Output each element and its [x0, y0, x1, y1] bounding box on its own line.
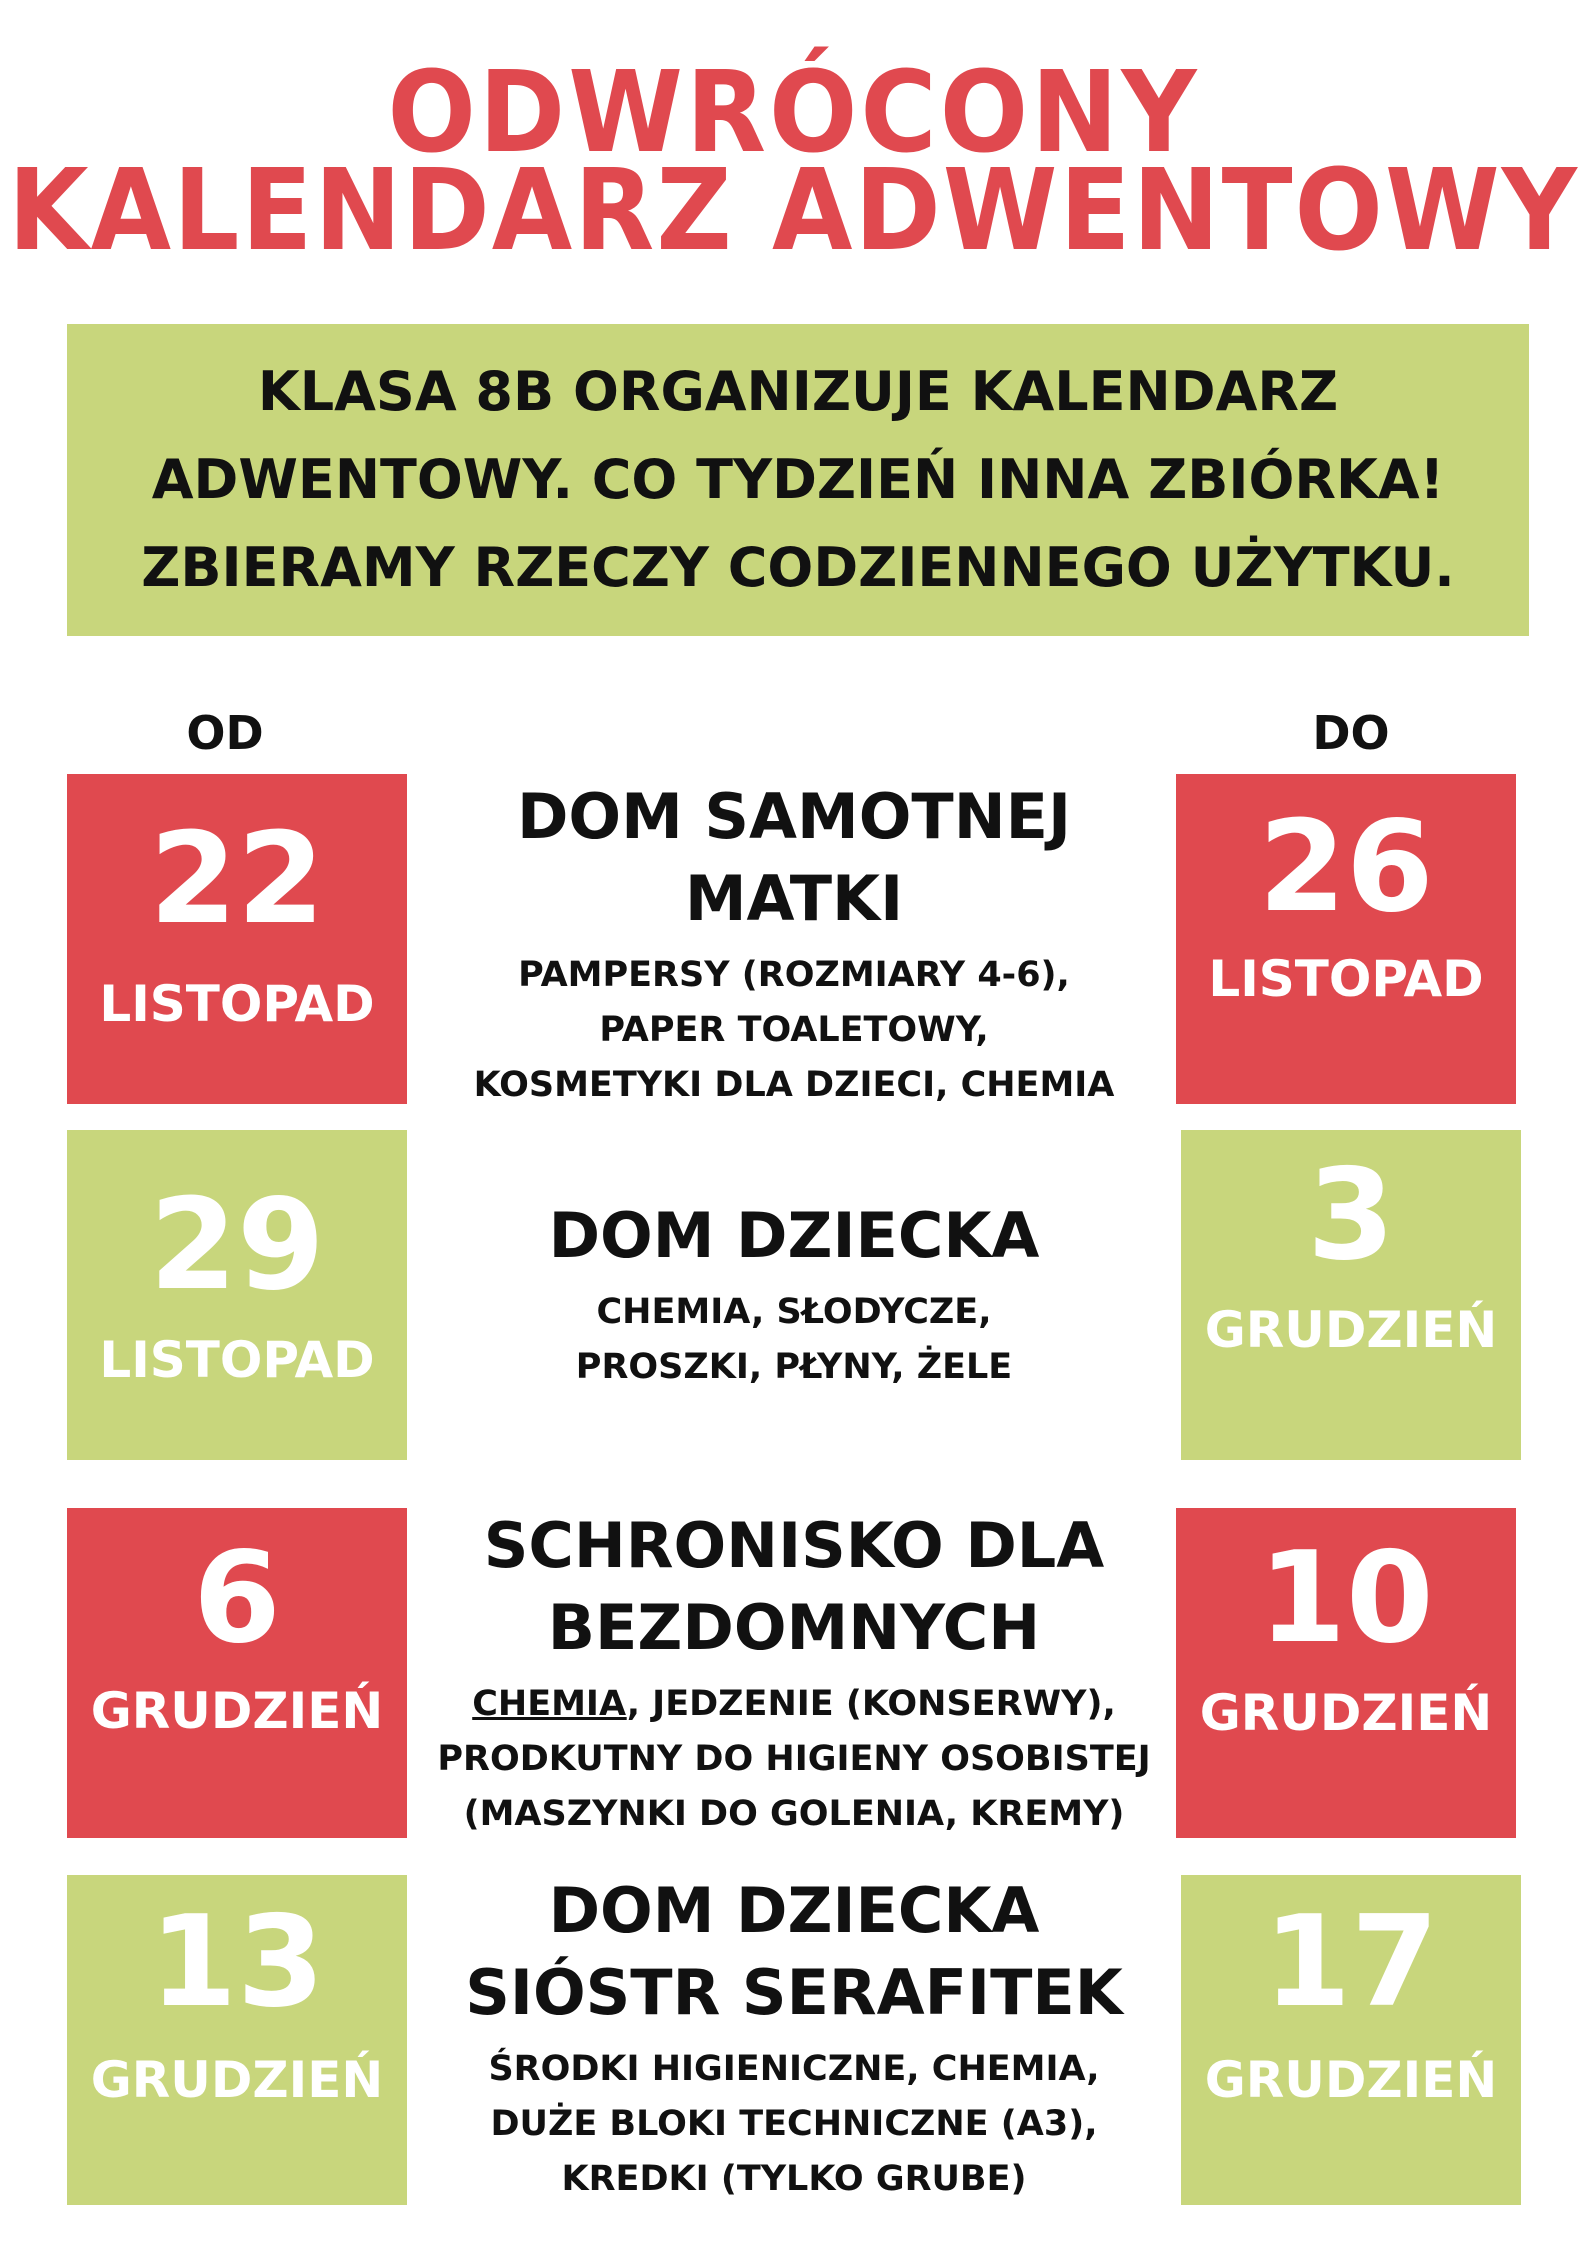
from-date-box — [67, 1875, 407, 2205]
item-line: ŚRODKI HIGIENICZNE, CHEMIA, — [488, 2049, 1100, 2089]
from-date-box — [67, 1130, 407, 1460]
item-line: PAPER TOALETOWY, — [599, 1010, 989, 1050]
item-line: KOSMETYKI DLA DZIECI, CHEMIA — [473, 1065, 1115, 1105]
from-month: GRUDZIEŃ — [90, 1682, 384, 1740]
recipient-name: SCHRONISKO DLA — [483, 1509, 1105, 1582]
to-month: GRUDZIEŃ — [1204, 1301, 1498, 1359]
to-header: DO — [1312, 706, 1390, 760]
recipient-name: BEZDOMNYCH — [547, 1591, 1041, 1664]
to-date-box — [1176, 1508, 1516, 1838]
title-line-2: KALENDARZ ADWENTOWY — [8, 144, 1579, 276]
intro-banner — [67, 324, 1529, 636]
item-line: KREDKI (TYLKO GRUBE) — [561, 2159, 1027, 2199]
item-text: , JEDZENIE (KONSERWY), — [626, 1684, 1116, 1724]
from-day: 13 — [149, 1888, 325, 2035]
recipient-name: DOM DZIECKA — [548, 1874, 1040, 1947]
collection-block — [420, 776, 1168, 1113]
from-month: GRUDZIEŃ — [90, 2051, 384, 2109]
title-line-1: ODWRÓCONY — [387, 46, 1200, 178]
item-line: DUŻE BLOKI TECHNICZNE (A3), — [490, 2104, 1098, 2144]
to-month: LISTOPAD — [1208, 950, 1484, 1008]
to-day: 3 — [1307, 1141, 1395, 1288]
intro-line: ZBIERAMY RZECZY CODZIENNEGO UŻYTKU. — [141, 536, 1455, 599]
to-date-box — [1176, 774, 1516, 1104]
from-day: 22 — [149, 805, 325, 952]
to-month: GRUDZIEŃ — [1199, 1684, 1493, 1742]
item-line: CHEMIA, SŁODYCZE, — [596, 1292, 992, 1332]
to-day: 17 — [1263, 1888, 1439, 2035]
collection-block — [420, 1505, 1168, 1842]
from-header: OD — [186, 706, 264, 760]
recipient-name: SIÓSTR SERAFITEK — [465, 1956, 1123, 2029]
item-line: PROSZKI, PŁYNY, ŻELE — [575, 1347, 1013, 1387]
from-month: LISTOPAD — [99, 975, 375, 1033]
recipient-name: DOM DZIECKA — [548, 1199, 1040, 1272]
from-day: 29 — [149, 1171, 325, 1318]
to-month: GRUDZIEŃ — [1204, 2051, 1498, 2109]
to-date-box — [1181, 1875, 1521, 2205]
collection-block — [420, 1870, 1168, 2207]
from-date-box — [67, 1508, 407, 1838]
from-date-box — [67, 774, 407, 1104]
recipient-name: MATKI — [684, 862, 904, 935]
from-day: 6 — [193, 1524, 281, 1671]
item-line: PAMPERSY (ROZMIARY 4-6), — [518, 955, 1070, 995]
intro-line: KLASA 8B ORGANIZUJE KALENDARZ — [257, 360, 1339, 423]
item-line: (MASZYNKI DO GOLENIA, KREMY) — [463, 1794, 1125, 1834]
collection-block — [420, 1195, 1168, 1395]
underlined-item: CHEMIA — [472, 1684, 627, 1724]
intro-line: ADWENTOWY. CO TYDZIEŃ INNA ZBIÓRKA! — [151, 448, 1445, 511]
item-line — [420, 1677, 1168, 1732]
to-date-box — [1181, 1130, 1521, 1460]
item-line: PRODKUTNY DO HIGIENY OSOBISTEJ — [437, 1739, 1151, 1779]
to-day: 10 — [1258, 1524, 1434, 1671]
from-month: LISTOPAD — [99, 1331, 375, 1389]
recipient-name: DOM SAMOTNEJ — [516, 780, 1072, 853]
to-day: 26 — [1258, 793, 1434, 940]
